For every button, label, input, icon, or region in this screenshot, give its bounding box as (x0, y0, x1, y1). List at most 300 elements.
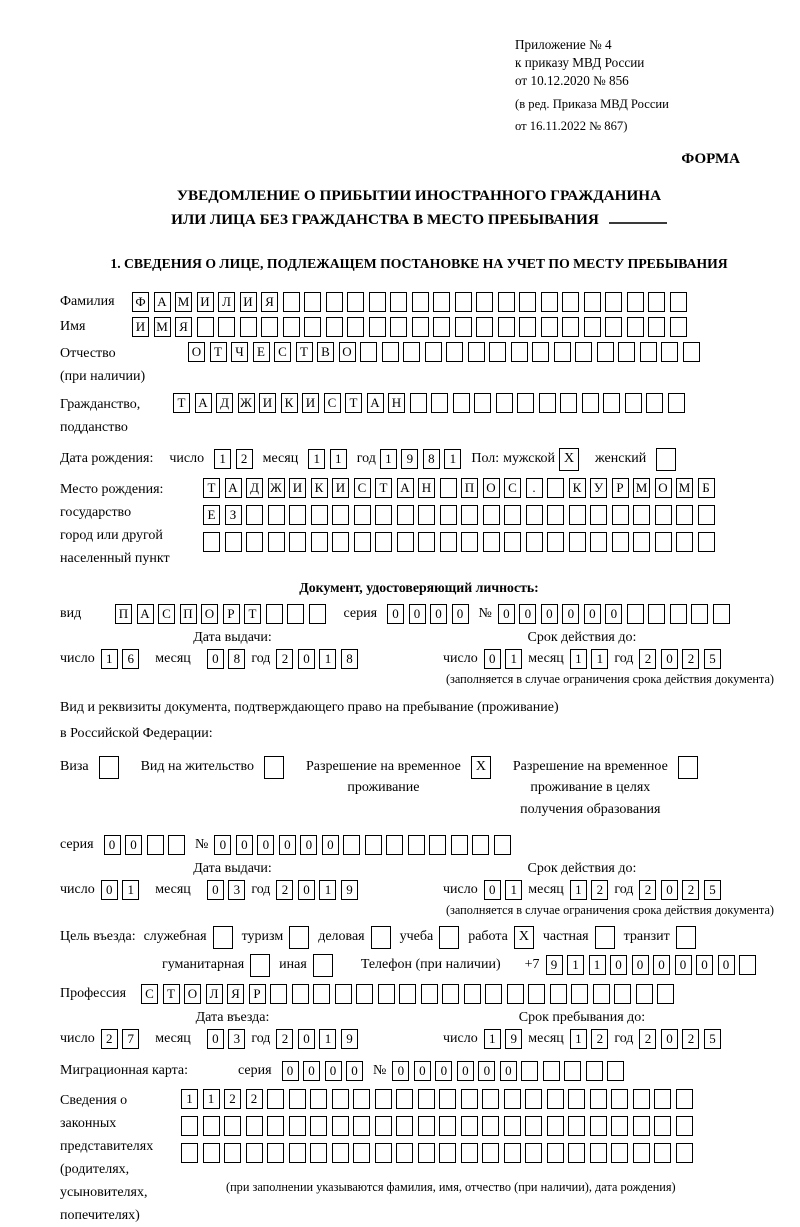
form-cell[interactable] (614, 984, 631, 1004)
form-cell[interactable] (396, 1116, 413, 1136)
purpose-official-checkbox[interactable] (213, 926, 233, 949)
form-cell[interactable] (267, 1143, 284, 1163)
form-cell[interactable] (461, 1116, 478, 1136)
form-cell[interactable] (418, 1116, 435, 1136)
sex-male-checkbox[interactable] (559, 448, 579, 471)
form-cell[interactable] (451, 835, 468, 855)
form-cell[interactable] (369, 292, 386, 312)
form-cell[interactable] (461, 1089, 478, 1109)
form-cell[interactable] (661, 342, 678, 362)
option-residence-permit-checkbox[interactable] (264, 756, 284, 779)
form-cell[interactable] (353, 1089, 370, 1109)
form-cell[interactable] (267, 1089, 284, 1109)
form-cell[interactable]: 2 (682, 649, 699, 669)
form-cell[interactable] (676, 532, 693, 552)
form-cell[interactable]: А (397, 478, 414, 498)
form-cell[interactable] (498, 292, 515, 312)
form-cell[interactable]: 0 (298, 880, 315, 900)
form-cell[interactable] (571, 984, 588, 1004)
form-cell[interactable] (584, 292, 601, 312)
form-cell[interactable] (482, 1116, 499, 1136)
form-cell[interactable]: 1 (319, 649, 336, 669)
option-visa-checkbox[interactable] (99, 756, 119, 779)
form-cell[interactable]: 2 (246, 1089, 263, 1109)
form-cell[interactable]: 0 (718, 955, 735, 975)
form-cell[interactable] (568, 1116, 585, 1136)
form-cell[interactable]: 0 (346, 1061, 363, 1081)
form-cell[interactable]: 0 (605, 604, 622, 624)
form-cell[interactable]: Т (163, 984, 180, 1004)
form-cell[interactable] (360, 342, 377, 362)
form-cell[interactable] (504, 1116, 521, 1136)
purpose-study-checkbox[interactable] (439, 926, 459, 949)
form-cell[interactable] (439, 1143, 456, 1163)
form-cell[interactable] (504, 1143, 521, 1163)
form-cell[interactable]: 0 (484, 649, 501, 669)
form-cell[interactable]: 1 (214, 449, 231, 469)
form-cell[interactable] (283, 317, 300, 337)
form-cell[interactable] (371, 926, 391, 949)
form-cell[interactable] (640, 342, 657, 362)
purpose-private-checkbox[interactable] (595, 926, 615, 949)
form-cell[interactable] (472, 835, 489, 855)
form-cell[interactable] (270, 984, 287, 1004)
form-cell[interactable]: 5 (704, 1029, 721, 1049)
form-cell[interactable] (197, 317, 214, 337)
form-cell[interactable] (453, 393, 470, 413)
form-cell[interactable]: И (302, 393, 319, 413)
form-cell[interactable] (593, 984, 610, 1004)
form-cell[interactable] (612, 532, 629, 552)
form-cell[interactable]: 5 (704, 880, 721, 900)
form-cell[interactable] (655, 532, 672, 552)
form-cell[interactable]: З (225, 505, 242, 525)
form-cell[interactable] (369, 317, 386, 337)
purpose-business-checkbox[interactable] (371, 926, 391, 949)
form-cell[interactable] (396, 1089, 413, 1109)
form-cell[interactable] (403, 342, 420, 362)
form-cell[interactable]: Ж (238, 393, 255, 413)
form-cell[interactable] (539, 393, 556, 413)
form-cell[interactable] (633, 532, 650, 552)
form-cell[interactable]: 0 (298, 649, 315, 669)
form-cell[interactable]: 1 (101, 649, 118, 669)
form-cell[interactable]: Р (612, 478, 629, 498)
form-cell[interactable] (504, 1089, 521, 1109)
form-cell[interactable]: А (195, 393, 212, 413)
form-cell[interactable]: Л (218, 292, 235, 312)
form-cell[interactable] (528, 984, 545, 1004)
form-cell[interactable]: 7 (122, 1029, 139, 1049)
form-cell[interactable] (439, 926, 459, 949)
form-cell[interactable] (547, 505, 564, 525)
form-cell[interactable]: Д (246, 478, 263, 498)
form-cell[interactable] (147, 835, 164, 855)
form-cell[interactable] (332, 1143, 349, 1163)
form-cell[interactable]: 0 (484, 880, 501, 900)
form-cell[interactable]: 0 (207, 649, 224, 669)
form-cell[interactable]: М (633, 478, 650, 498)
form-cell[interactable]: С (504, 478, 521, 498)
form-cell[interactable]: К (311, 478, 328, 498)
form-cell[interactable] (627, 292, 644, 312)
form-cell[interactable] (739, 955, 756, 975)
form-cell[interactable]: 1 (589, 955, 606, 975)
form-cell[interactable] (468, 342, 485, 362)
form-cell[interactable] (304, 292, 321, 312)
form-cell[interactable] (597, 342, 614, 362)
form-cell[interactable]: 1 (570, 649, 587, 669)
form-cell[interactable]: К (569, 478, 586, 498)
form-cell[interactable] (668, 393, 685, 413)
form-cell[interactable]: Н (418, 478, 435, 498)
form-cell[interactable] (569, 505, 586, 525)
form-cell[interactable] (611, 1143, 628, 1163)
form-cell[interactable] (397, 532, 414, 552)
form-cell[interactable] (343, 835, 360, 855)
form-cell[interactable] (633, 505, 650, 525)
form-cell[interactable] (421, 984, 438, 1004)
form-cell[interactable] (440, 505, 457, 525)
form-cell[interactable]: 1 (505, 880, 522, 900)
form-cell[interactable] (326, 292, 343, 312)
form-cell[interactable] (618, 342, 635, 362)
form-cell[interactable]: Т (244, 604, 261, 624)
form-cell[interactable]: 0 (498, 604, 515, 624)
form-cell[interactable] (268, 532, 285, 552)
form-cell[interactable] (292, 984, 309, 1004)
form-cell[interactable]: М (175, 292, 192, 312)
form-cell[interactable] (354, 532, 371, 552)
form-cell[interactable]: 0 (519, 604, 536, 624)
form-cell[interactable] (335, 984, 352, 1004)
form-cell[interactable]: 1 (203, 1089, 220, 1109)
form-cell[interactable]: О (339, 342, 356, 362)
form-cell[interactable]: П (461, 478, 478, 498)
form-cell[interactable]: П (180, 604, 197, 624)
form-cell[interactable] (595, 926, 615, 949)
form-cell[interactable] (246, 532, 263, 552)
form-cell[interactable] (283, 292, 300, 312)
form-cell[interactable]: 0 (661, 1029, 678, 1049)
form-cell[interactable]: 0 (303, 1061, 320, 1081)
form-cell[interactable] (240, 317, 257, 337)
sex-female-checkbox[interactable] (656, 448, 676, 471)
form-cell[interactable] (332, 1116, 349, 1136)
form-cell[interactable]: 0 (214, 835, 231, 855)
form-cell[interactable]: 0 (236, 835, 253, 855)
form-cell[interactable] (310, 1089, 327, 1109)
form-cell[interactable] (547, 1116, 564, 1136)
form-cell[interactable] (678, 756, 698, 779)
form-cell[interactable]: С (324, 393, 341, 413)
form-cell[interactable] (332, 505, 349, 525)
form-cell[interactable]: 0 (207, 1029, 224, 1049)
form-cell[interactable]: А (154, 292, 171, 312)
form-cell[interactable]: О (201, 604, 218, 624)
form-cell[interactable] (698, 505, 715, 525)
form-cell[interactable] (562, 317, 579, 337)
form-cell[interactable] (489, 342, 506, 362)
form-cell[interactable]: А (137, 604, 154, 624)
form-cell[interactable] (289, 926, 309, 949)
form-cell[interactable] (485, 984, 502, 1004)
form-cell[interactable]: 1 (567, 955, 584, 975)
form-cell[interactable] (590, 532, 607, 552)
form-cell[interactable]: 2 (682, 880, 699, 900)
form-cell[interactable]: 8 (423, 449, 440, 469)
form-cell[interactable] (526, 532, 543, 552)
form-cell[interactable] (676, 505, 693, 525)
form-cell[interactable] (560, 393, 577, 413)
purpose-humanitarian-checkbox[interactable] (250, 954, 270, 977)
form-cell[interactable] (390, 317, 407, 337)
form-cell[interactable] (575, 342, 592, 362)
form-cell[interactable] (482, 1089, 499, 1109)
form-cell[interactable]: И (259, 393, 276, 413)
form-cell[interactable]: Т (203, 478, 220, 498)
form-cell[interactable]: 0 (387, 604, 404, 624)
form-cell[interactable] (547, 478, 564, 498)
form-cell[interactable] (605, 317, 622, 337)
form-cell[interactable] (568, 1143, 585, 1163)
form-cell[interactable]: Р (249, 984, 266, 1004)
form-cell[interactable] (584, 317, 601, 337)
form-cell[interactable] (326, 317, 343, 337)
form-cell[interactable]: 2 (591, 1029, 608, 1049)
form-cell[interactable] (476, 292, 493, 312)
form-cell[interactable]: . (526, 478, 543, 498)
form-cell[interactable] (526, 505, 543, 525)
form-cell[interactable] (309, 604, 326, 624)
form-cell[interactable]: У (590, 478, 607, 498)
form-cell[interactable] (636, 984, 653, 1004)
form-cell[interactable] (507, 984, 524, 1004)
form-cell[interactable] (203, 1116, 220, 1136)
form-cell[interactable] (676, 1116, 693, 1136)
form-cell[interactable] (213, 926, 233, 949)
form-cell[interactable] (541, 317, 558, 337)
form-cell[interactable]: С (354, 478, 371, 498)
form-cell[interactable] (525, 1143, 542, 1163)
form-cell[interactable] (504, 532, 521, 552)
form-cell[interactable]: 1 (570, 1029, 587, 1049)
form-cell[interactable]: 8 (341, 649, 358, 669)
form-cell[interactable]: 0 (101, 880, 118, 900)
form-cell[interactable] (648, 292, 665, 312)
form-cell[interactable] (655, 505, 672, 525)
form-cell[interactable]: 1 (319, 1029, 336, 1049)
form-cell[interactable] (648, 604, 665, 624)
form-cell[interactable] (431, 393, 448, 413)
form-cell[interactable]: 9 (505, 1029, 522, 1049)
form-cell[interactable]: 2 (591, 880, 608, 900)
form-cell[interactable] (440, 478, 457, 498)
form-cell[interactable] (676, 926, 696, 949)
form-cell[interactable]: 2 (276, 1029, 293, 1049)
form-cell[interactable] (562, 292, 579, 312)
form-cell[interactable]: М (154, 317, 171, 337)
form-cell[interactable] (605, 292, 622, 312)
form-cell[interactable]: 2 (236, 449, 253, 469)
form-cell[interactable] (482, 1143, 499, 1163)
form-cell[interactable] (461, 505, 478, 525)
form-cell[interactable] (397, 505, 414, 525)
form-cell[interactable] (356, 984, 373, 1004)
form-cell[interactable] (418, 505, 435, 525)
form-cell[interactable] (504, 505, 521, 525)
form-cell[interactable] (412, 292, 429, 312)
form-cell[interactable] (564, 1061, 581, 1081)
form-cell[interactable]: С (158, 604, 175, 624)
form-cell[interactable]: 0 (414, 1061, 431, 1081)
form-cell[interactable]: 0 (584, 604, 601, 624)
form-cell[interactable] (676, 1143, 693, 1163)
form-cell[interactable] (224, 1143, 241, 1163)
form-cell[interactable] (568, 1089, 585, 1109)
form-cell[interactable] (264, 756, 284, 779)
form-cell[interactable] (313, 954, 333, 977)
form-cell[interactable] (691, 604, 708, 624)
form-cell[interactable] (304, 317, 321, 337)
form-cell[interactable]: 1 (484, 1029, 501, 1049)
form-cell[interactable] (625, 393, 642, 413)
form-cell[interactable] (425, 342, 442, 362)
form-cell[interactable]: Ж (268, 478, 285, 498)
form-cell[interactable] (446, 342, 463, 362)
form-cell[interactable]: X (559, 448, 579, 471)
form-cell[interactable] (455, 292, 472, 312)
form-cell[interactable] (289, 1143, 306, 1163)
form-cell[interactable]: М (676, 478, 693, 498)
form-cell[interactable] (347, 292, 364, 312)
form-cell[interactable] (554, 342, 571, 362)
form-cell[interactable] (627, 604, 644, 624)
form-cell[interactable] (203, 532, 220, 552)
form-cell[interactable] (511, 342, 528, 362)
form-cell[interactable] (633, 1116, 650, 1136)
form-cell[interactable] (439, 1116, 456, 1136)
form-cell[interactable] (611, 1089, 628, 1109)
form-cell[interactable] (483, 532, 500, 552)
form-cell[interactable] (474, 393, 491, 413)
form-cell[interactable] (670, 292, 687, 312)
form-cell[interactable]: И (289, 478, 306, 498)
form-cell[interactable] (386, 835, 403, 855)
form-cell[interactable]: Е (203, 505, 220, 525)
form-cell[interactable] (268, 505, 285, 525)
form-cell[interactable] (464, 984, 481, 1004)
form-cell[interactable]: 1 (319, 880, 336, 900)
form-cell[interactable] (461, 1143, 478, 1163)
form-cell[interactable]: А (225, 478, 242, 498)
form-cell[interactable] (519, 317, 536, 337)
form-cell[interactable]: 0 (409, 604, 426, 624)
form-cell[interactable]: 1 (122, 880, 139, 900)
form-cell[interactable] (646, 393, 663, 413)
form-cell[interactable]: 0 (435, 1061, 452, 1081)
form-cell[interactable]: 0 (282, 1061, 299, 1081)
form-cell[interactable]: 0 (104, 835, 121, 855)
form-cell[interactable]: 2 (682, 1029, 699, 1049)
form-cell[interactable] (347, 317, 364, 337)
form-cell[interactable] (289, 505, 306, 525)
form-cell[interactable]: В (317, 342, 334, 362)
form-cell[interactable]: 0 (392, 1061, 409, 1081)
form-cell[interactable]: Ч (231, 342, 248, 362)
form-cell[interactable]: 0 (610, 955, 627, 975)
form-cell[interactable] (332, 532, 349, 552)
form-cell[interactable]: 0 (300, 835, 317, 855)
form-cell[interactable] (429, 835, 446, 855)
form-cell[interactable] (525, 1089, 542, 1109)
form-cell[interactable] (382, 342, 399, 362)
form-cell[interactable]: 2 (639, 880, 656, 900)
form-cell[interactable]: С (141, 984, 158, 1004)
form-cell[interactable] (410, 393, 427, 413)
form-cell[interactable] (418, 1089, 435, 1109)
form-cell[interactable] (440, 532, 457, 552)
form-cell[interactable]: Р (223, 604, 240, 624)
form-cell[interactable]: 9 (341, 880, 358, 900)
form-cell[interactable] (633, 1089, 650, 1109)
form-cell[interactable] (354, 505, 371, 525)
form-cell[interactable] (670, 317, 687, 337)
form-cell[interactable] (713, 604, 730, 624)
form-cell[interactable] (496, 393, 513, 413)
form-cell[interactable] (654, 1143, 671, 1163)
form-cell[interactable] (633, 1143, 650, 1163)
form-cell[interactable] (250, 954, 270, 977)
option-temp-residence-education-checkbox[interactable] (678, 756, 698, 779)
form-cell[interactable]: 0 (325, 1061, 342, 1081)
form-cell[interactable] (532, 342, 549, 362)
form-cell[interactable] (648, 317, 665, 337)
form-cell[interactable]: 0 (322, 835, 339, 855)
form-cell[interactable] (483, 505, 500, 525)
option-temp-residence-checkbox[interactable] (471, 756, 491, 779)
form-cell[interactable]: 0 (257, 835, 274, 855)
form-cell[interactable]: 0 (125, 835, 142, 855)
form-cell[interactable]: С (274, 342, 291, 362)
purpose-tourism-checkbox[interactable] (289, 926, 309, 949)
form-cell[interactable]: Л (206, 984, 223, 1004)
form-cell[interactable]: 0 (279, 835, 296, 855)
form-cell[interactable] (569, 532, 586, 552)
form-cell[interactable] (375, 1143, 392, 1163)
form-cell[interactable] (519, 292, 536, 312)
form-cell[interactable]: О (655, 478, 672, 498)
form-cell[interactable]: 2 (639, 649, 656, 669)
purpose-work-checkbox[interactable] (514, 926, 534, 949)
form-cell[interactable] (375, 532, 392, 552)
form-cell[interactable]: 0 (478, 1061, 495, 1081)
form-cell[interactable] (246, 1143, 263, 1163)
form-cell[interactable] (266, 604, 283, 624)
form-cell[interactable] (550, 984, 567, 1004)
form-cell[interactable]: 0 (675, 955, 692, 975)
form-cell[interactable]: 0 (298, 1029, 315, 1049)
form-cell[interactable]: А (367, 393, 384, 413)
purpose-other-checkbox[interactable] (313, 954, 333, 977)
form-cell[interactable]: К (281, 393, 298, 413)
form-cell[interactable] (412, 317, 429, 337)
form-cell[interactable]: Я (175, 317, 192, 337)
form-cell[interactable]: Ф (132, 292, 149, 312)
form-cell[interactable]: 0 (430, 604, 447, 624)
purpose-transit-checkbox[interactable] (676, 926, 696, 949)
form-cell[interactable] (375, 505, 392, 525)
